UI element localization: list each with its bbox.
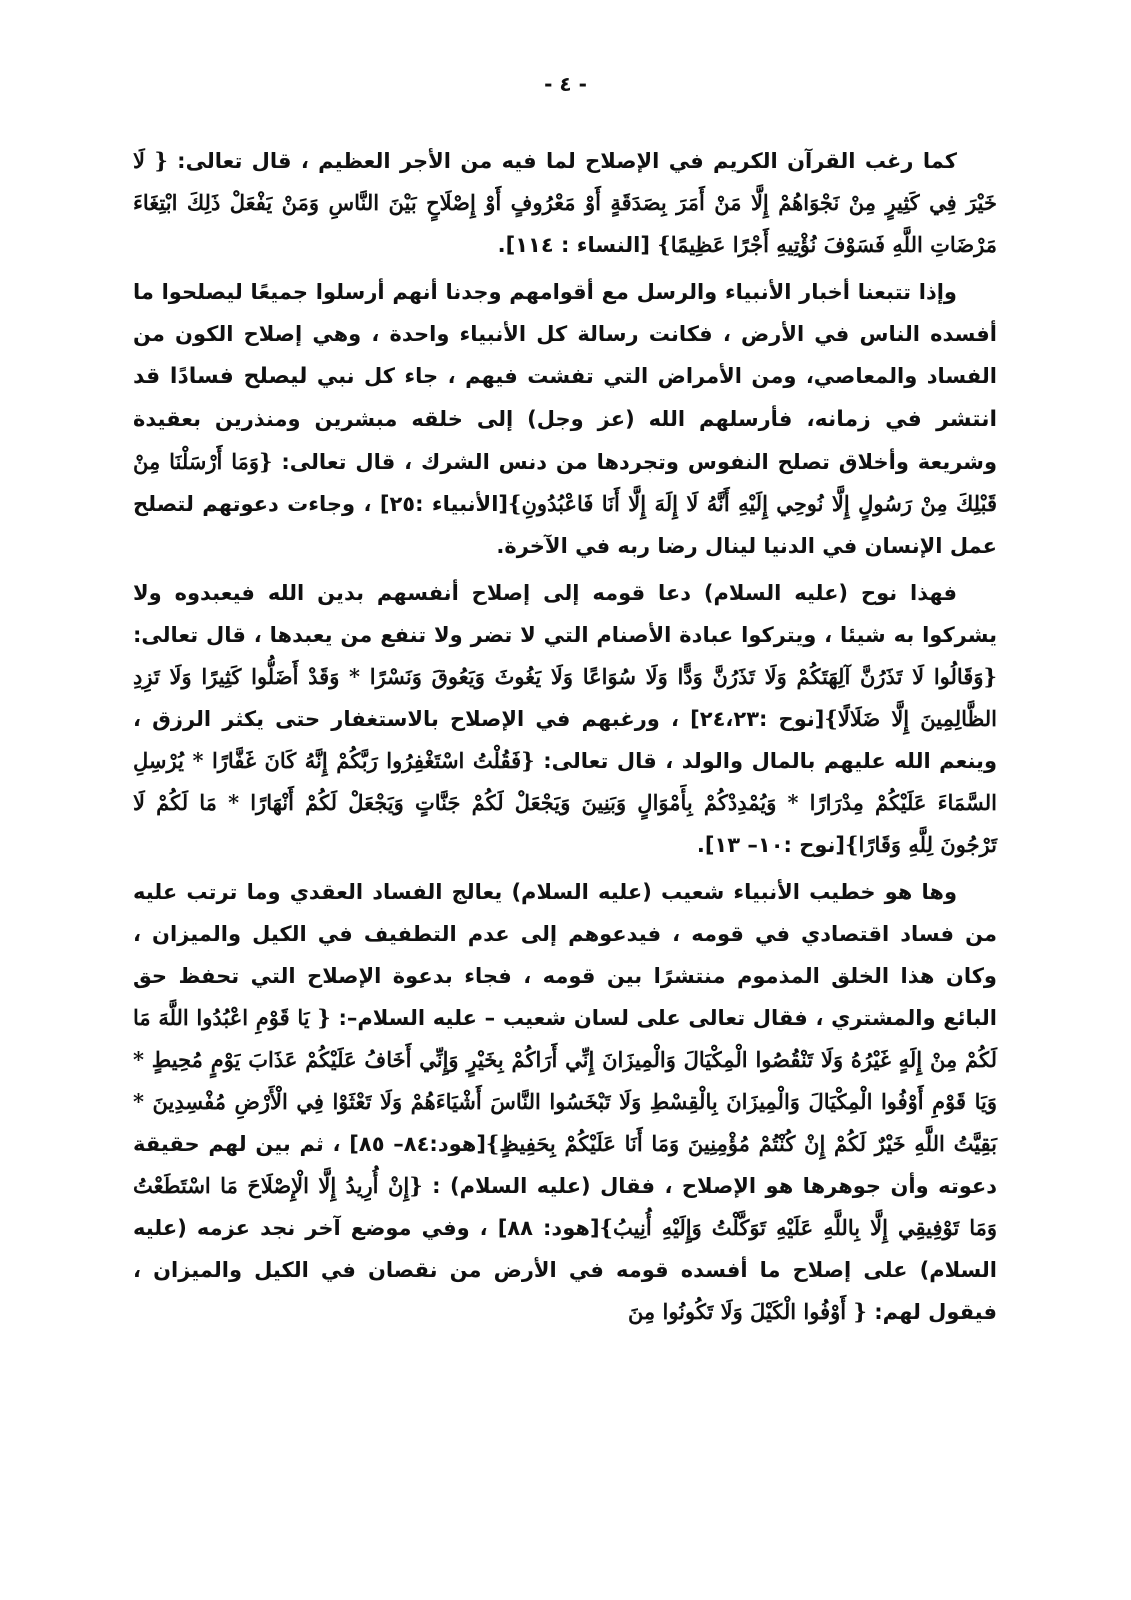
quran-verse: { أَوْفُوا الْكَيْلَ وَلَا تَكُونُوا مِنَ: [627, 1299, 867, 1324]
paragraph-text: فأرسلهم الله (عز وجل) إلى خلقه مبشرين ومنذرين بعقيدة وشريعة وأخلاق تصلح النفوس وتجردها من دنس الشرك ، قال تعالى:: [133, 407, 997, 474]
quran-verse: {وَمَا أَرْسَلْنَا مِنْ قَبْلِكَ مِنْ رَسُولٍ إِلَّا نُوحِي إِلَيْهِ أَنَّهُ لَا إِلَهَ إِلَّا أَنَا فَاعْبُدُونِ}: [133, 449, 997, 516]
paragraph-shuaib: [133, 871, 997, 1333]
quran-verse: {إِنْ أُرِيدُ إِلَّا الْإِصْلَاحَ مَا اسْتَطَعْتُ وَمَا تَوْفِيقِي إِلَّا بِاللَّهِ عَلَيْهِ تَوَكَّلْتُ وَإِلَيْهِ أُنِيبُ}: [133, 1173, 998, 1240]
verse-citation: [النساء : ١١٤].: [497, 233, 650, 257]
verse-citation: [الأنبياء :٢٥]: [379, 492, 508, 516]
verse-citation: [هود: ٨٨]: [497, 1216, 600, 1240]
emphasized-text: ليصلح فسادًا قد انتشر في زمانه،: [133, 364, 997, 432]
page-body: [133, 140, 997, 1338]
verse-citation: [نوح :١٠– ١٣].: [696, 833, 846, 857]
verse-citation: [نوح :٢٤،٢٣]: [690, 707, 825, 731]
paragraph-text: كما رغب القرآن الكريم في الإصلاح لما فيه من الأجر العظيم ، قال تعالى:: [177, 149, 957, 173]
paragraph-text: ، ثم بين لهم حقيقة دعوته وأن جوهرها هو الإصلاح ، فقال (عليه السلام) :: [133, 1132, 998, 1198]
quran-verse: {فَقُلْتُ اسْتَغْفِرُوا رَبَّكُمْ إِنَّهُ كَانَ غَفَّارًا * يُرْسِلِ السَّمَاءَ عَلَيْكُمْ مِدْرَارًا * وَيُمْدِدْكُمْ بِأَمْوَالٍ وَبَنِينَ وَيَجْعَلْ لَكُمْ جَنَّاتٍ وَيَجْعَلْ لَكُمْ أَنْهَارًا * مَا لَكُمْ لَا تَرْجُونَ لِلَّهِ وَقَارًا}: [133, 748, 997, 857]
paragraph-text: ، ورغبهم في الإصلاح بالاستغفار حتى يكثر الرزق ، وينعم الله عليهم بالمال والولد ، قال تعالى:: [133, 707, 997, 773]
paragraph-text: وها هو خطيب الأنبياء شعيب (عليه السلام) يعالج الفساد العقدي وما ترتب عليه من فساد اقتصادي في قومه ، فيدعوهم إلى عدم التطفيف في الكيل والميزان ، وكان هذا الخلق المذموم منتشرًا بين قومه ، فجاء بدعوة الإصلاح التي تحفظ حق البائع والمشتري ، فقال تعالى على لسان شعيب – عليه السلام–:: [133, 880, 998, 1030]
paragraph-prophets-mission: [133, 271, 997, 567]
verse-citation: [هود:٨٤– ٨٥]: [349, 1132, 486, 1156]
quran-verse: {وَقَالُوا لَا تَذَرُنَّ آلِهَتَكُمْ وَلَا تَذَرُنَّ وَدًّا وَلَا سُوَاعًا وَلَا يَغُوثَ وَيَعُوقَ وَنَسْرًا * وَقَدْ أَضَلُّوا كَثِيرًا وَلَا تَزِدِ الظَّالِمِينَ إِلَّا ضَلَالًا}: [133, 664, 998, 731]
quran-verse: { يَا قَوْمِ اعْبُدُوا اللَّهَ مَا لَكُمْ مِنْ إِلَهٍ غَيْرُهُ وَلَا تَنْقُصُوا الْمِكْيَالَ وَالْمِيزَانَ إِنِّي أَرَاكُمْ بِخَيْرٍ وَإِنِّي أَخَافُ عَلَيْكُمْ عَذَابَ يَوْمٍ مُحِيطٍ * وَيَا قَوْمِ أَوْفُوا الْمِكْيَالَ وَالْمِيزَانَ بِالْقِسْطِ وَلَا تَبْخَسُوا النَّاسَ أَشْيَاءَهُمْ وَلَا تَعْثَوْا فِي الْأَرْضِ مُفْسِدِينَ * بَقِيَّتُ اللَّهِ خَيْرٌ لَكُمْ إِنْ كُنْتُمْ مُؤْمِنِينَ وَمَا أَنَا عَلَيْكُمْ بِحَفِيظٍ}: [133, 1005, 998, 1156]
paragraph-noah: [133, 572, 997, 866]
quran-verse: { لَا خَيْرَ فِي كَثِيرٍ مِنْ نَجْوَاهُمْ إِلَّا مَنْ أَمَرَ بِصَدَقَةٍ أَوْ مَعْرُوفٍ أَوْ إِصْلَاحٍ بَيْنَ النَّاسِ وَمَنْ يَفْعَلْ ذَلِكَ ابْتِغَاءَ مَرْضَاتِ اللَّهِ فَسَوْفَ نُؤْتِيهِ أَجْرًا عَظِيمًا}: [133, 148, 997, 257]
paragraph-quran-encourages-reform: [133, 140, 997, 266]
paragraph-text: ، وجاءت دعوتهم لتصلح عمل الإنسان في الدنيا لينال رضا ربه في الآخرة.: [133, 492, 997, 558]
paragraph-text: فهذا نوح (عليه السلام) دعا قومه إلى إصلاح أنفسهم بدين الله فيعبدوه ولا يشركوا به شيئا ، ويتركوا عبادة الأصنام التي لا تضر ولا تنفع من يعبدها ، قال تعالى:: [133, 581, 997, 647]
page-number: - ٤ -: [544, 72, 587, 96]
paragraph-text: ، وفي موضع آخر نجد عزمه (عليه السلام) على إصلاح ما أفسده قومه في الأرض من نقصان في الكيل والميزان ، فيقول لهم:: [133, 1216, 997, 1324]
paragraph-text: وإذا تتبعنا أخبار الأنبياء والرسل مع أقوامهم وجدنا أنهم أرسلوا جميعًا ليصلحوا ما أفسده الناس في الأرض ، فكانت رسالة كل الأنبياء واحدة ، وهي إصلاح الكون من الفساد والمعاصي، ومن الأمراض التي تفشت فيهم ، جاء كل نبي: [133, 280, 997, 388]
